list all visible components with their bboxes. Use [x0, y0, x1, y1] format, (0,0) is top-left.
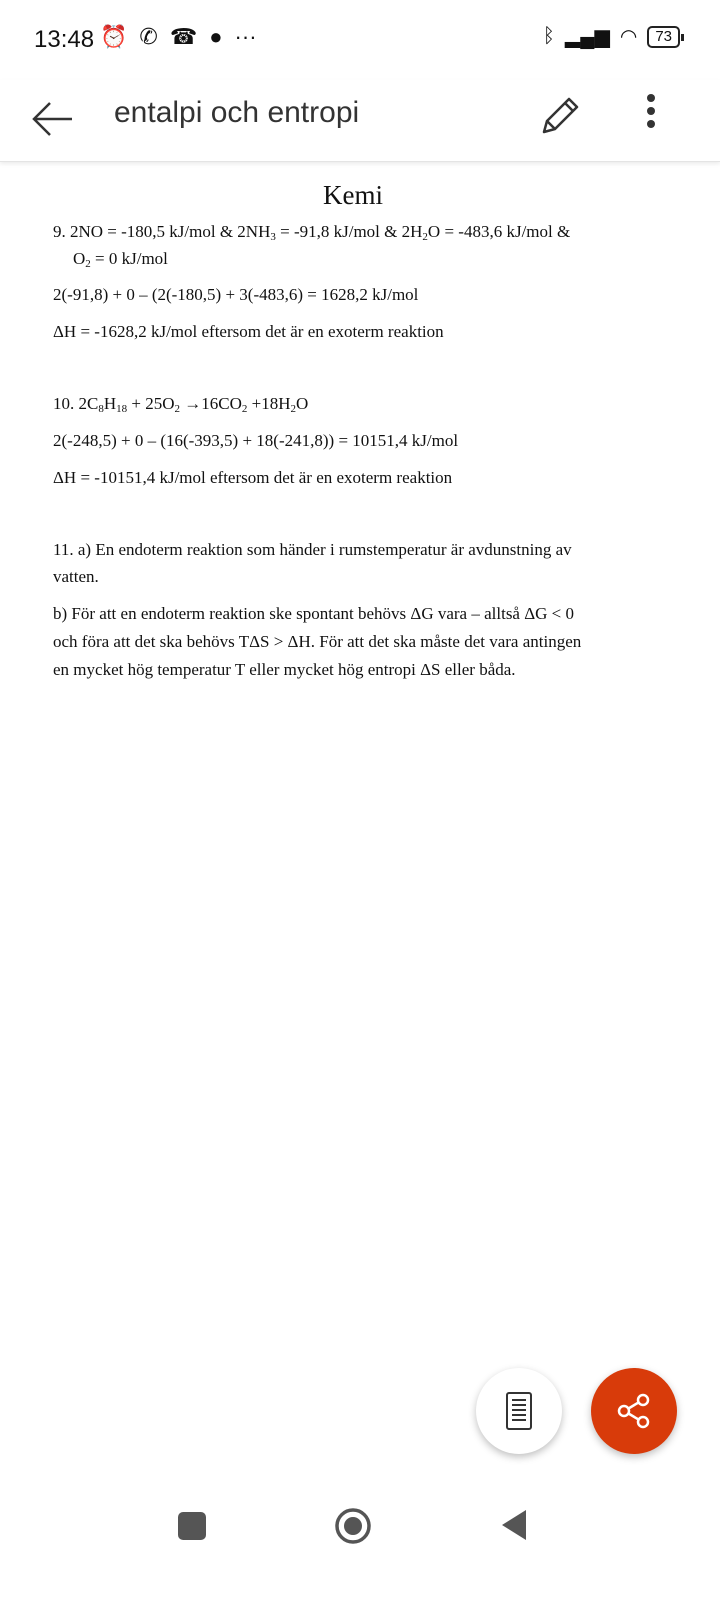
text-segment: 2(-248,5) + 0 – (16(-393,5) + 18(-241,8)) = 10151,4 kJ/mol — [53, 431, 459, 450]
text-segment: + 25O — [127, 394, 175, 413]
document-line — [53, 322, 444, 342]
text-segment: 11. a) En endoterm reaktion som händer i rumstemperatur är avdunstning av — [53, 540, 572, 559]
signal-icon: ▂▄▆ — [564, 26, 610, 48]
text-segment: = 0 kJ/mol — [90, 249, 168, 268]
text-segment: 10. 2C — [53, 394, 99, 413]
text-segment: ΔH = -10151,4 kJ/mol eftersom det är en exoterm reaktion — [53, 468, 453, 487]
document-line — [53, 394, 308, 414]
more-dots-icon: ··· — [234, 24, 257, 49]
text-segment: O — [296, 394, 309, 413]
clock: 13:48 — [34, 26, 95, 53]
alarm-icon: ⏰ — [100, 24, 128, 49]
more-vertical-icon — [646, 92, 656, 142]
subscript: 8 — [98, 403, 104, 415]
share-button[interactable] — [591, 1368, 677, 1454]
text-segment: O = -483,6 kJ/mol & — [427, 222, 571, 241]
app-bar — [0, 80, 720, 162]
text-segment: en mycket hög temperatur T eller mycket hög entropi ΔS eller båda. — [53, 660, 516, 679]
document-content — [53, 180, 673, 679]
text-segment: +18H — [247, 394, 291, 413]
notification-icons — [100, 24, 257, 50]
text-segment: ΔH = -1628,2 kJ/mol eftersom det är en exoterm reaktion — [53, 322, 444, 341]
document-line — [53, 540, 572, 560]
page-title: entalpi och entropi — [114, 96, 360, 129]
subscript: 2 — [174, 403, 180, 415]
edit-button[interactable] — [536, 90, 586, 145]
status-bar — [0, 0, 720, 80]
document-line — [53, 222, 570, 242]
document-line — [53, 285, 418, 305]
text-segment: 9. 2NO = -180,5 kJ/mol & 2NH — [53, 222, 271, 241]
navigation-bar — [0, 1490, 720, 1560]
subscript: 2 — [85, 258, 91, 270]
system-icons — [543, 24, 680, 49]
back-button[interactable] — [28, 94, 78, 144]
recents-button[interactable] — [178, 1512, 206, 1540]
document-line — [53, 431, 458, 451]
battery-icon: 73 — [647, 26, 680, 48]
back-nav-button[interactable] — [500, 1508, 528, 1542]
text-segment: →16CO — [180, 394, 242, 413]
bluetooth-icon: ᛒ — [542, 25, 555, 47]
more-options-button[interactable] — [646, 92, 656, 147]
document-line — [53, 567, 99, 587]
subscript: 2 — [241, 403, 248, 415]
text-segment: = -91,8 kJ/mol & 2H — [275, 222, 423, 241]
document-line — [53, 660, 516, 680]
document-icon — [504, 1391, 534, 1431]
text-segment: 2(-91,8) + 0 – (2(-180,5) + 3(-483,6) = 1628,2 kJ/mol — [53, 285, 419, 304]
document-line — [73, 249, 168, 269]
text-segment: vatten. — [53, 567, 99, 586]
document-heading: Kemi — [323, 180, 383, 210]
text-segment: b) För att en endoterm reaktion ske spontant behövs ΔG vara – alltså ΔG < 0 — [53, 604, 575, 623]
document-line — [53, 604, 574, 624]
subscript: 2 — [422, 231, 428, 243]
subscript: 3 — [270, 231, 276, 243]
document-line — [53, 468, 452, 488]
reading-mode-button[interactable] — [476, 1368, 562, 1454]
subscript: 18 — [116, 403, 128, 415]
home-button[interactable] — [334, 1507, 372, 1545]
text-segment: H — [103, 394, 117, 413]
chat-icon: ● — [209, 24, 223, 49]
arrow-left-icon — [28, 94, 78, 144]
pencil-icon — [536, 90, 586, 140]
text-segment: och föra att det ska behövs TΔS > ΔH. För att det ska måste det vara antingen — [53, 632, 582, 651]
missed-call-icon: ☎ — [169, 24, 198, 49]
share-icon — [614, 1391, 654, 1431]
text-segment: O — [73, 249, 86, 268]
subscript: 2 — [290, 403, 296, 415]
document-line — [53, 632, 581, 652]
wifi-icon: ◠ — [619, 26, 638, 48]
whatsapp-icon: ✆ — [139, 24, 158, 49]
